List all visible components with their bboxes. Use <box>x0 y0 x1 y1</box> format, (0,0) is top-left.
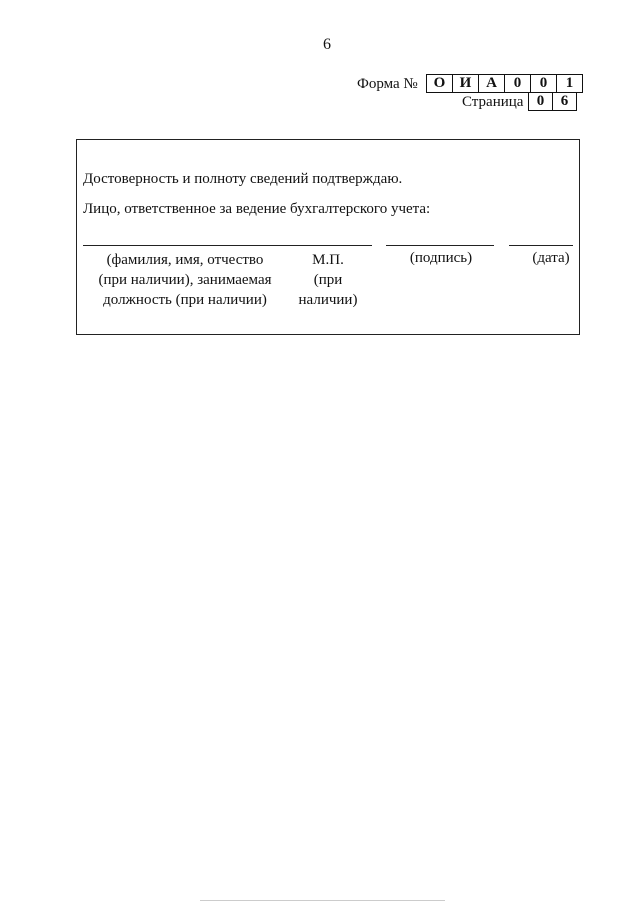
stamp-caption <box>288 250 368 310</box>
form-number-label: Форма № <box>357 76 418 92</box>
name-caption <box>80 250 290 310</box>
form-code-boxes <box>426 74 583 93</box>
date-line <box>509 245 573 246</box>
form-code-char: 0 <box>530 74 557 93</box>
form-code-char: А <box>478 74 505 93</box>
name-signature-line <box>83 245 372 246</box>
name-caption-line: должность (при наличии) <box>103 292 267 308</box>
signature-caption: (подпись) <box>409 250 473 266</box>
page-label: Страница <box>462 94 524 110</box>
signature-line <box>386 245 494 246</box>
form-code-char: 0 <box>504 74 531 93</box>
page-code-boxes <box>528 92 577 111</box>
name-caption-line: (фамилия, имя, отчество <box>106 252 264 268</box>
stamp-caption-line: наличии) <box>298 292 358 308</box>
scan-edge-line <box>200 900 445 901</box>
stamp-caption-line: (при <box>313 272 343 288</box>
confirmation-text: Достоверность и полноту сведений подтверждаю. <box>83 171 403 187</box>
page-code-char: 0 <box>528 92 553 111</box>
stamp-caption-line: М.П. <box>312 252 344 268</box>
page-code-char: 6 <box>552 92 577 111</box>
responsible-person-text: Лицо, ответственное за ведение бухгалтерского учета: <box>83 201 431 217</box>
form-code-char: О <box>426 74 453 93</box>
date-caption: (дата) <box>532 250 570 266</box>
page-number: 6 <box>323 36 331 53</box>
form-code-char: 1 <box>556 74 583 93</box>
name-caption-line: (при наличии), занимаемая <box>98 272 272 288</box>
form-code-char: И <box>452 74 479 93</box>
